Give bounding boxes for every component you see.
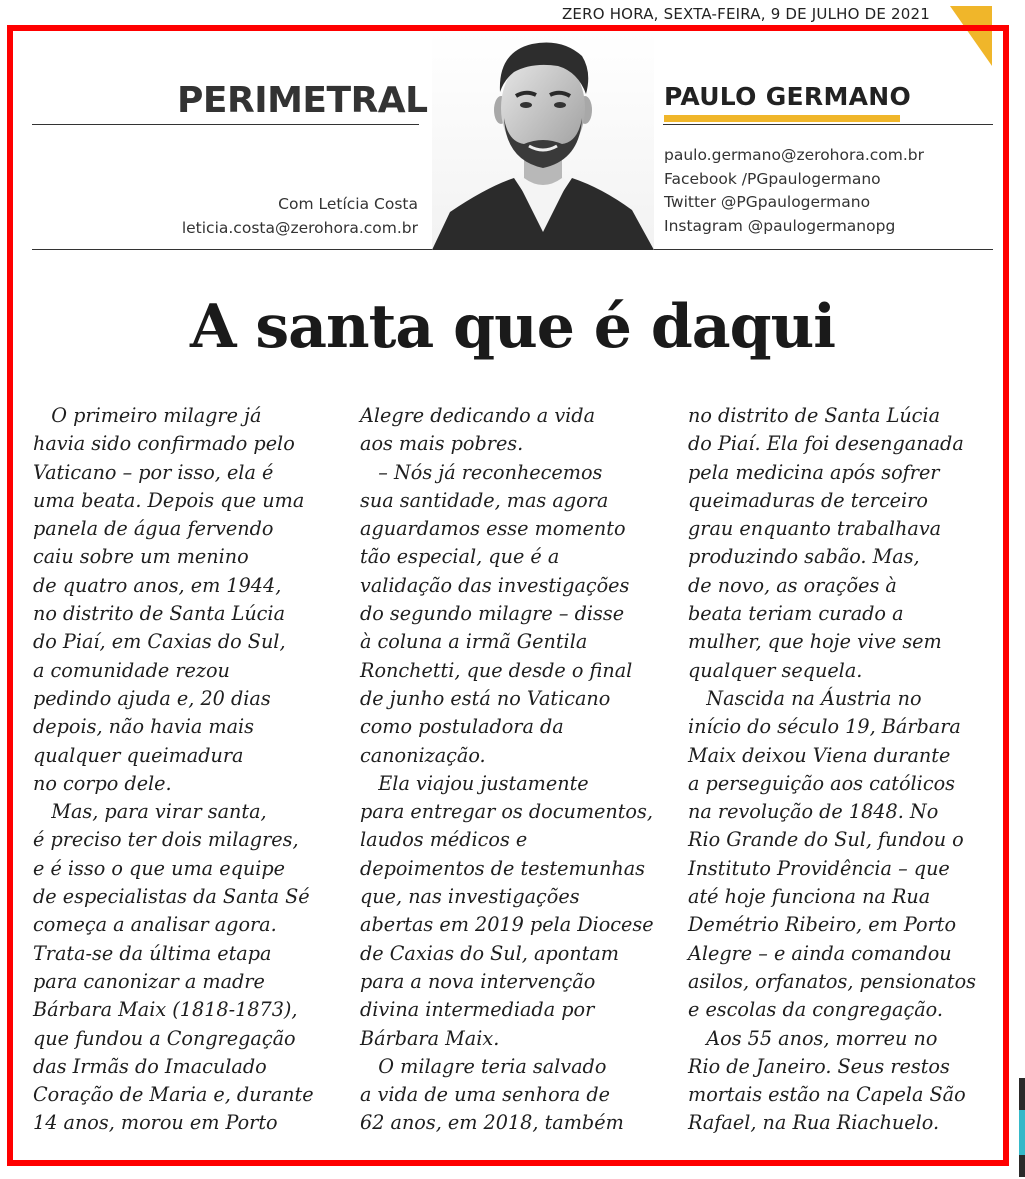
- article-line: a perseguição aos católicos: [688, 771, 955, 795]
- article-line: Alegre dedicando a vida: [360, 404, 596, 427]
- article-line: Coração de Maria e, durante: [33, 1083, 314, 1107]
- article-line: para canonizar a madre: [33, 969, 265, 993]
- article-line: Rafael, na Rua Riachuelo.: [688, 1111, 940, 1135]
- article-line: O primeiro milagre já: [33, 404, 262, 427]
- author-name: PAULO GERMANO: [664, 82, 912, 111]
- article-line: qualquer sequela.: [688, 658, 863, 682]
- article-line: queimaduras de terceiro: [688, 488, 928, 512]
- article-line: das Irmãs do Imaculado: [33, 1054, 267, 1078]
- article-line: caiu sobre um menino: [33, 545, 249, 569]
- article-line: produzindo sabão. Mas,: [688, 545, 920, 569]
- article-line: de junho está no Vaticano: [360, 686, 611, 710]
- article-line: que fundou a Congregação: [33, 1026, 296, 1050]
- article-line: Alegre – e ainda comandou: [688, 941, 952, 965]
- article-line: beata teriam curado a: [688, 602, 904, 626]
- article-line: na revolução de 1848. No: [688, 800, 939, 824]
- article-line: de novo, as orações à: [688, 573, 897, 597]
- article-line: Bárbara Maix (1818-1873),: [33, 998, 298, 1022]
- author-facebook[interactable]: Facebook /PGpaulogermano: [664, 169, 881, 188]
- author-contacts: [664, 144, 924, 238]
- article-line: e é isso o que uma equipe: [33, 856, 285, 880]
- article-line: aos mais pobres.: [360, 432, 524, 456]
- article-line: no distrito de Santa Lúcia: [688, 404, 941, 427]
- article-line: a comunidade rezou: [33, 658, 230, 682]
- article-line: Aos 55 anos, morreu no: [688, 1026, 938, 1050]
- article-line: do Piaí, em Caxias do Sul,: [33, 630, 286, 654]
- article-line: Maix deixou Viena durante: [688, 743, 951, 767]
- article-line: à coluna a irmã Gentila: [360, 630, 588, 654]
- article-line: do segundo milagre – disse: [360, 602, 625, 626]
- article-line: até hoje funciona na Rua: [688, 885, 931, 909]
- article-line: Demétrio Ribeiro, em Porto: [688, 913, 957, 937]
- article-line: validação das investigações: [360, 573, 630, 597]
- article-line: começa a analisar agora.: [33, 913, 277, 937]
- article-line: 14 anos, morou em Porto: [33, 1111, 278, 1135]
- article-line: – Nós já reconhecemos: [360, 460, 603, 484]
- article-line: que, nas investigações: [360, 885, 580, 909]
- article-line: Vaticano – por isso, ela é: [33, 460, 274, 484]
- author-name-underline: [664, 115, 900, 122]
- column-credit: [182, 192, 418, 240]
- article-line: tão especial, que é a: [360, 545, 560, 569]
- article-line: no corpo dele.: [33, 771, 172, 795]
- article-line: no distrito de Santa Lúcia: [33, 602, 286, 626]
- article-column-1: [33, 402, 314, 1138]
- article-line: uma beata. Depois que uma: [33, 488, 305, 512]
- article-line: início do século 19, Bárbara: [688, 715, 961, 739]
- edge-mark-accent: [1019, 1110, 1025, 1155]
- article-line: de Caxias do Sul, apontam: [360, 941, 619, 965]
- article-line: divina intermediada por: [360, 998, 595, 1022]
- article-line: grau enquanto trabalhava: [688, 517, 942, 541]
- header-rule-right: [663, 124, 993, 125]
- article-line: sua santidade, mas agora: [360, 488, 609, 512]
- article-line: qualquer queimadura: [33, 743, 244, 767]
- article-line: panela de água fervendo: [33, 517, 274, 541]
- article-line: aguardamos esse momento: [360, 517, 626, 541]
- article-line: mulher, que hoje vive sem: [688, 630, 942, 654]
- header-rule-left: [32, 124, 419, 125]
- headline: A santa que é daqui: [189, 292, 836, 362]
- article-line: abertas em 2019 pela Diocese: [360, 913, 654, 937]
- masthead-date: ZERO HORA, SEXTA-FEIRA, 9 DE JULHO DE 2021: [561, 5, 930, 23]
- article-line: é preciso ter dois milagres,: [33, 828, 299, 852]
- article-line: do Piaí. Ela foi desenganada: [688, 432, 964, 456]
- author-photo: [432, 32, 654, 250]
- article-line: Ela viajou justamente: [360, 771, 589, 795]
- article-line: Bárbara Maix.: [360, 1026, 500, 1050]
- article-line: Mas, para virar santa,: [33, 800, 267, 824]
- article-line: Rio de Janeiro. Seus restos: [688, 1054, 950, 1078]
- article-line: de especialistas da Santa Sé: [33, 885, 310, 909]
- article-line: O milagre teria salvado: [360, 1054, 607, 1078]
- article-line: pela medicina após sofrer: [688, 460, 940, 484]
- article-line: canonização.: [360, 743, 486, 767]
- article-line: Ronchetti, que desde o final: [360, 658, 633, 682]
- article-line: havia sido confirmado pelo: [33, 432, 295, 456]
- page-number: 18: [963, 5, 983, 23]
- article-line: para entregar os documentos,: [360, 800, 653, 824]
- article-line: e escolas da congregação.: [688, 998, 943, 1022]
- article-column-2: [360, 402, 654, 1138]
- article-line: depois, não havia mais: [33, 715, 255, 739]
- credit-name: Com Letícia Costa: [278, 195, 418, 213]
- article-line: para a nova intervenção: [360, 969, 596, 993]
- section-label: PERIMETRAL: [177, 80, 428, 121]
- article-line: laudos médicos e: [360, 828, 528, 852]
- article-line: 62 anos, em 2018, também: [360, 1111, 624, 1135]
- author-instagram[interactable]: Instagram @paulogermanopg: [664, 216, 896, 235]
- article-line: como postuladora da: [360, 715, 564, 739]
- article-line: Rio Grande do Sul, fundou o: [688, 828, 964, 852]
- article-line: depoimentos de testemunhas: [360, 856, 645, 880]
- article-line: asilos, orfanatos, pensionatos: [688, 969, 976, 993]
- article-line: de quatro anos, em 1944,: [33, 573, 282, 597]
- masthead: [0, 0, 1025, 26]
- credit-email: leticia.costa@zerohora.com.br: [181, 219, 418, 237]
- article-line: mortais estão na Capela São: [688, 1083, 966, 1107]
- article-column-3: [688, 402, 976, 1138]
- author-twitter[interactable]: Twitter @PGpaulogermano: [664, 193, 871, 211]
- article-line: Trata-se da última etapa: [33, 941, 272, 965]
- article-line: a vida de uma senhora de: [360, 1083, 610, 1107]
- author-email[interactable]: paulo.germano@zerohora.com.br: [664, 146, 925, 164]
- article-line: Instituto Providência – que: [688, 856, 950, 880]
- article-line: pedindo ajuda e, 20 dias: [33, 686, 271, 710]
- article-line: Nascida na Áustria no: [688, 686, 922, 710]
